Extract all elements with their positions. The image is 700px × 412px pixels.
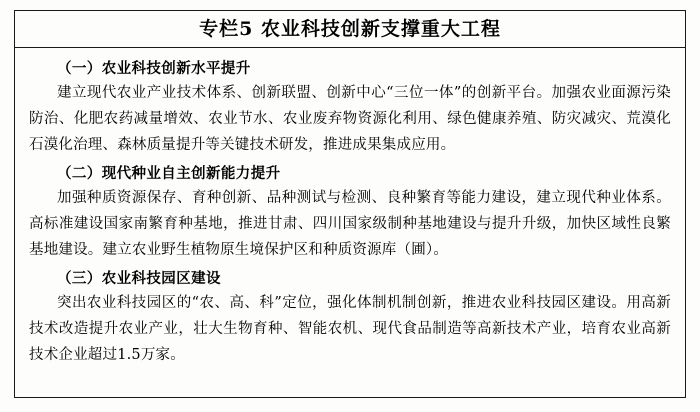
section-two-body: 加强种质资源保存、育种创新、品种测试与检测、良种繁育等能力建设，建立现代种业体系。高标准建设国家南繁育种基地，推进甘肃、四川国家级制种基地建设与提升升级，加快区域性良繁基地建设。建立农业野生植物原生境保护区和种质资源库（圃）。 — [29, 190, 671, 258]
callout-title-bar — [15, 11, 685, 48]
callout-content — [15, 48, 685, 376]
section-one-heading: （一）农业科技创新水平提升 — [57, 60, 251, 77]
page-title: 专栏5 农业科技创新支撑重大工程 — [199, 17, 501, 40]
section-two-heading: （二）现代种业自主创新能力提升 — [57, 164, 281, 182]
section-three — [29, 266, 671, 369]
section-one — [29, 56, 671, 159]
section-three-heading: （三）农业科技园区建设 — [57, 269, 221, 287]
section-two — [29, 161, 671, 264]
callout-box — [14, 10, 686, 398]
section-three-body: 突出农业科技园区的“农、高、科”定位，强化体制机制创新，推进农业科技园区建设。用高新技术改造提升农业产业，壮大生物育种、智能农机、现代食品制造等高新技术产业，培育农业高新技术企业超过1.5万家。 — [29, 294, 671, 363]
section-one-body: 建立现代农业产业技术体系、创新联盟、创新中心“三位一体”的创新平台。加强农业面源污染防治、化肥农药减量增效、农业节水、农业废弃物资源化利用、绿色健康养殖、防灾减灾、荒漠化石漠化治理、森林质量提升等关键技术研发，推进成果集成应用。 — [29, 85, 671, 153]
